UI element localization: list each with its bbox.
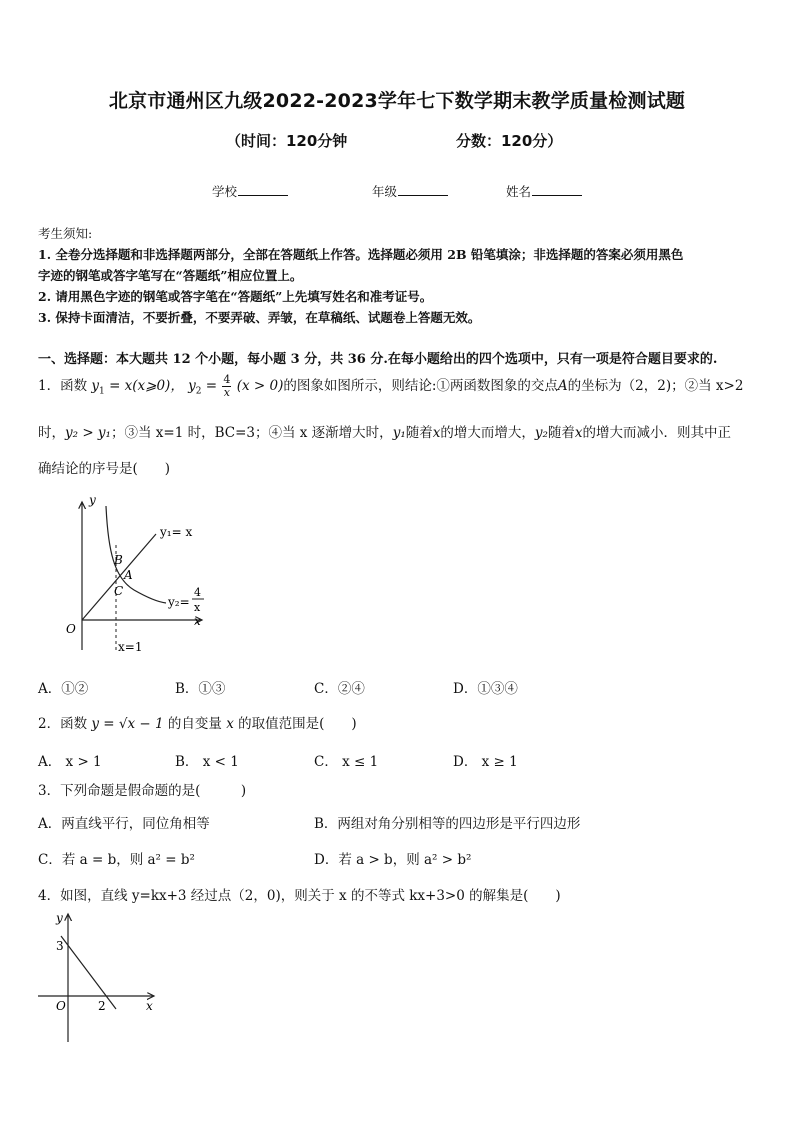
q1-l2i: x [574,425,583,441]
q1-point-a: A [124,568,133,582]
q1-stem-b: 的坐标为（2，2)；②当 x>2 [567,378,744,394]
q1-option-c[interactable]: C．②④ [314,681,365,697]
q1-frac-num: 4 [223,373,231,386]
q2-option-d[interactable]: D． x ≥ 1 [453,754,518,770]
q2-var: x [226,716,234,732]
q1-x-eq-1: x=1 [118,640,143,654]
q1-l2f: 的增大而增大， [440,425,535,441]
q1-y-label: y [89,493,96,507]
q1-origin: O [66,622,76,636]
q2-stem-b: 的自变量 [167,716,222,732]
q2-stem [38,712,357,732]
q1-label-y2: y₂= [168,595,190,609]
q1-l2h: 随着 [547,425,575,441]
q4-x-intercept: 2 [98,999,106,1013]
name-blank[interactable] [532,183,582,196]
q1-y2-domain: (x > 0) [236,378,284,394]
school-label: 学校 [212,184,238,199]
q4-stem: 4．如图，直线 y=kx+3 经过点（2，0)，则关于 x 的不等式 kx+3>0 的解集是( ) [38,888,561,904]
name-field[interactable] [506,182,582,200]
q1-stem-line3: 确结论的序号是( ) [38,461,171,477]
q1-stem-line1: 1．函数 $y_1$ = x(x⩾0)， $y_2$ = $\frac{4}{x}$ (x > 0)的图象如图所示，则结论:①两函数图象的交点A的坐标为（2，2)；②当 x>2 [38,373,744,399]
q2-expression: y = √x − 1 [91,716,164,732]
school-field[interactable] [212,182,288,200]
q4-line [61,936,116,1009]
notes-line: 3. 保持卡面清洁，不要折叠，不要弄破、弄皱，在草稿纸、试题卷上答题无效。 [38,310,481,325]
exam-time: （时间：120分钟 [226,132,348,150]
q1-point-c: C [114,584,124,598]
q1-graph [56,490,216,660]
q1-label-y2-num: 4 [194,586,201,599]
section-heading: 一、选择题：本大题共 12 个小题，每小题 3 分，共 36 分.在每小题给出的四个选项中，只有一项是符合题目要求的. [38,352,718,367]
q2-stem-c: 的取值范围是( ) [238,716,357,732]
q1-l2j: 的增大而减小．则其中正 [582,425,732,441]
q1-stem-line2 [38,421,731,441]
grade-label: 年级 [372,184,398,199]
notes-heading: 考生须知: [38,226,93,241]
q1-l2g: y₂ [534,425,548,441]
q1-y2: y [188,378,196,394]
exam-title: 北京市通州区九级2022-2023学年七下数学期末教学质量检测试题 [108,90,686,112]
q1-l2a: 时， [38,425,65,441]
q4-x-label: x [146,999,153,1013]
q1-number: 1．函数 [38,378,88,394]
q1-label-y1: y₁= x [160,525,193,539]
q1-frac-den: x [223,386,231,399]
q1-y2-eq: = [205,378,218,394]
q4-y-intercept: 3 [56,939,64,953]
grade-blank[interactable] [398,183,448,196]
q3-option-b[interactable]: B．两组对角分别相等的四边形是平行四边形 [314,816,581,832]
q3-option-d[interactable]: D．若 a > b，则 a² > b² [314,852,472,868]
q1-y1: y [91,378,100,394]
q1-compare: y₂ > y₁ [65,425,111,441]
notes-line: 2. 请用黑色字迹的钢笔或答字笔在“答题纸”上先填写姓名和准考证号。 [38,289,433,304]
notes-line: 字迹的钢笔或答字笔写在“答题纸”相应位置上。 [38,268,303,283]
q1-stem-a: 的图象如图所示，则结论:①两函数图象的交点 [283,378,558,394]
q4-origin: O [56,999,66,1013]
q3-option-a[interactable]: A．两直线平行，同位角相等 [38,816,210,832]
grade-field[interactable] [372,182,448,200]
q1-point-a: A [557,378,568,394]
q1-y1-def: = x(x⩾0)， [109,378,184,394]
q2-option-c[interactable]: C． x ≤ 1 [314,754,379,770]
q2-option-b[interactable]: B． x < 1 [175,754,239,770]
q4-graph [34,908,164,1048]
q1-label-y2-den: x [194,601,201,614]
q3-stem: 3．下列命题是假命题的是( ) [38,783,247,799]
notes-line: 1. 全卷分选择题和非选择题两部分，全部在答题纸上作答。选择题必须用 2B 铅笔填涂；非选择题的答案必须用黑色 [38,247,684,262]
q1-l2b: ；③当 x=1 时，BC=3；④当 x 逐渐增大时， [110,425,393,441]
exam-score: 分数：120分） [456,132,563,150]
q1-l2e: x [432,425,441,441]
q3-option-c[interactable]: C．若 a = b，则 a² = b² [38,852,195,868]
q2-stem-a: 2．函数 [38,716,88,732]
q1-option-d[interactable]: D．①③④ [453,681,518,697]
q1-l2c: y₁ [392,425,406,441]
q1-point-b: B [114,553,123,567]
q1-option-a[interactable]: A．①② [38,681,89,697]
q4-y-label: y [56,911,63,925]
q1-x-label: x [194,614,201,628]
name-label: 姓名 [506,184,532,199]
q1-fraction [222,374,231,399]
q1-l2d: 随着 [405,425,433,441]
q1-option-b[interactable]: B．①③ [175,681,226,697]
q2-option-a[interactable]: A． x > 1 [38,754,102,770]
school-blank[interactable] [238,183,288,196]
q1-line-y1 [82,534,156,620]
